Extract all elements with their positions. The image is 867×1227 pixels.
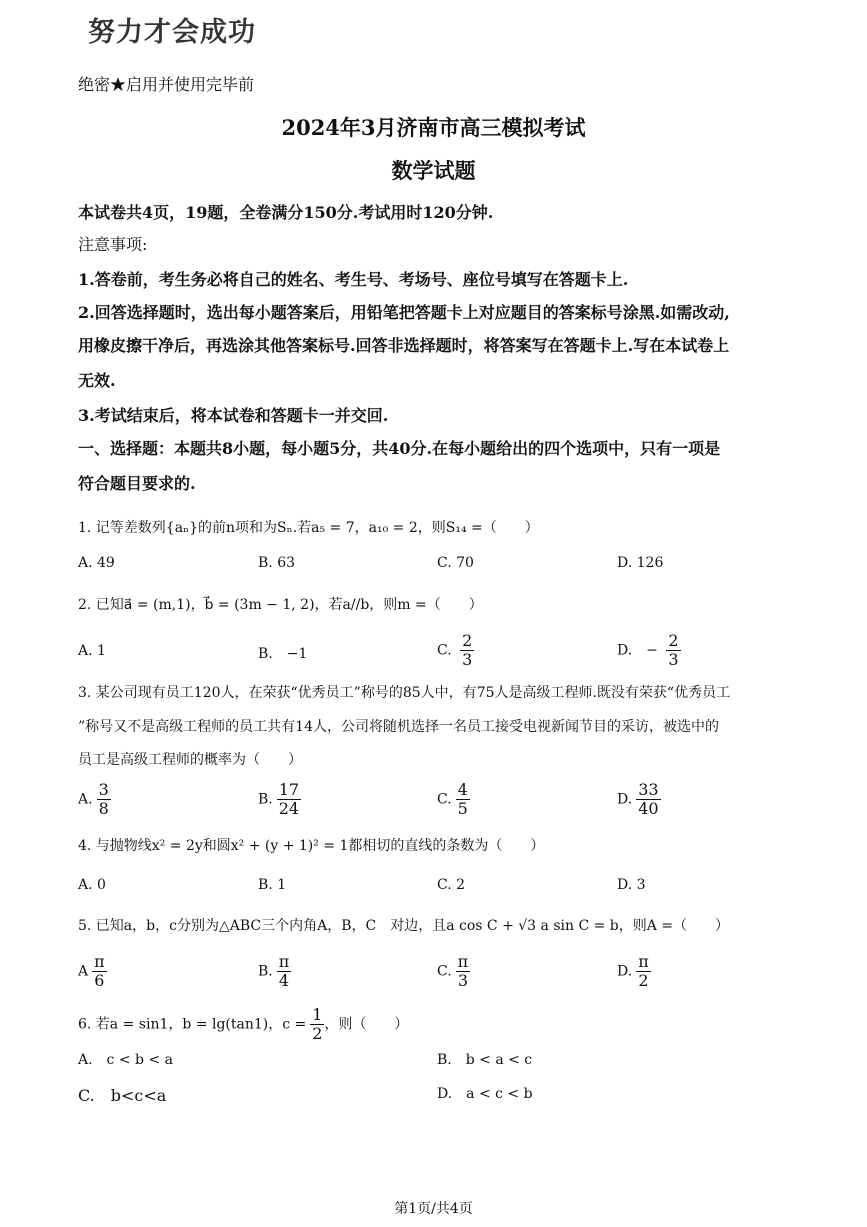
q2-option-b: B. −1 <box>258 646 308 662</box>
q3-option-d <box>617 781 661 818</box>
q5-option-a <box>78 953 107 990</box>
note-2-text-c: 无效. <box>78 371 116 390</box>
q3-b-label: B. <box>258 791 273 808</box>
q1-option-d: D. 126 <box>617 555 664 571</box>
section-heading-b: 符合题目要求的. <box>78 474 196 493</box>
q6-c-numerator: 1 <box>312 1005 323 1024</box>
q3-d-label: D. <box>617 791 633 808</box>
q3-c-label: C. <box>437 791 452 808</box>
q2-option-a: A. 1 <box>78 643 106 659</box>
q2-option-c-label: C. <box>437 642 452 659</box>
motto-header: 努力才会成功 <box>88 17 256 48</box>
q3-a-numerator: 3 <box>98 780 109 799</box>
q5-c-numerator: π <box>457 952 469 971</box>
q5-option-d <box>617 953 651 990</box>
q5-d-numerator: π <box>638 952 649 971</box>
q1-option-b: B. 63 <box>258 555 296 571</box>
q3-option-c <box>437 781 470 818</box>
secret-notice: 绝密★启用并使用完毕前 <box>78 75 255 94</box>
page-number: 第1页/共4页 <box>394 1201 473 1217</box>
q2-d-numerator: 2 <box>668 631 679 650</box>
q6-c-fraction <box>310 1006 324 1043</box>
q6-text-b: ，则（ ） <box>324 1016 409 1033</box>
note-1-number: 1. <box>78 270 95 289</box>
q6-text-a: 6. 若a = sin1，b = lg(tan1)，c = <box>78 1016 307 1033</box>
q5-b-denominator: 4 <box>278 971 290 990</box>
exam-title: 2024年3月济南市高三模拟考试 <box>281 115 586 140</box>
q5-a-label: A <box>78 963 89 980</box>
q3-c-denominator: 5 <box>457 799 468 818</box>
q2-option-d-fraction <box>666 632 680 669</box>
q2-option-d <box>617 632 681 669</box>
q5-a-numerator: π <box>94 952 105 971</box>
note-2 <box>78 297 808 328</box>
q3-b-fraction <box>277 781 301 818</box>
question-5: 5. 已知a，b，c分别为△ABC三个内角A，B，C 对边，且a cos C + √3 a sin C = b，则A =（ ） <box>78 918 730 934</box>
q6-option-b: B. b < a < c <box>437 1052 533 1068</box>
q1-option-a: A. 49 <box>78 555 115 571</box>
q5-b-fraction <box>277 953 292 990</box>
q5-d-label: D. <box>617 963 633 980</box>
question-6 <box>78 1006 408 1043</box>
note-3-text: 考试结束后，将本试卷和答题卡一并交回. <box>94 406 389 425</box>
q4-option-c: C. 2 <box>437 877 466 893</box>
q1-option-c: C. 70 <box>437 555 474 571</box>
q2-c-numerator: 2 <box>462 631 473 650</box>
q4-option-d: D. 3 <box>617 877 646 893</box>
q3-a-label: A. <box>78 791 93 808</box>
q5-b-label: B. <box>258 963 273 980</box>
q4-option-a: A. 0 <box>78 877 106 893</box>
q5-b-numerator: π <box>278 952 290 971</box>
q5-option-c <box>437 953 470 990</box>
q3-c-fraction <box>456 781 470 818</box>
q3-d-fraction <box>636 781 660 818</box>
q3-d-numerator: 33 <box>638 780 659 799</box>
question-4: 4. 与抛物线x² = 2y和圆x² + (y + 1)² = 1都相切的直线的条数为（ ） <box>78 838 545 854</box>
q5-c-denominator: 3 <box>457 971 469 990</box>
q3-b-denominator: 24 <box>278 799 300 818</box>
note-2-text-a: 回答选择题时，选出每小题答案后，用铅笔把答题卡上对应题目的答案标号涂黑.如需改动, <box>94 303 730 322</box>
section-heading-a: 一、选择题：本题共8小题，每小题5分，共40分.在每小题给出的四个选项中，只有一项是 <box>78 439 721 458</box>
q5-a-denominator: 6 <box>94 971 105 990</box>
question-3-line-a: 3. 某公司现有员工120人，在荣获“优秀员工”称号的85人中，有75人是高级工程师.既没有荣获“优秀员工 <box>78 685 731 701</box>
q3-b-numerator: 17 <box>278 780 300 799</box>
note-3 <box>78 400 808 431</box>
q2-option-c-fraction <box>460 632 474 669</box>
q5-d-fraction <box>636 953 651 990</box>
q3-a-fraction <box>97 781 111 818</box>
q6-option-d: D. a < c < b <box>437 1086 533 1102</box>
q5-option-b <box>258 953 291 990</box>
q2-d-denominator: 3 <box>668 650 679 669</box>
question-3-line-c: 员工是高级工程师的概率为（ ） <box>78 752 302 768</box>
q6-option-a: A. c < b < a <box>78 1052 173 1068</box>
q3-option-a <box>78 781 111 818</box>
note-2-text-b: 用橡皮擦干净后，再选涂其他答案标号.回答非选择题时，将答案写在答题卡上.写在本试卷上 <box>78 336 730 355</box>
subject-title: 数学试题 <box>391 158 476 183</box>
q5-d-denominator: 2 <box>638 971 649 990</box>
note-3-number: 3. <box>78 406 95 425</box>
q6-option-c: C. b<c<a <box>78 1086 167 1105</box>
q2-option-c <box>437 632 474 669</box>
q5-a-fraction <box>92 953 107 990</box>
question-3-line-b: ”称号又不是高级工程师的员工共有14人，公司将随机选择一名员工接受电视新闻节目的采访，被选中的 <box>78 719 719 735</box>
q2-c-denominator: 3 <box>462 650 473 669</box>
q3-c-numerator: 4 <box>457 780 468 799</box>
notes-heading: 注意事项: <box>78 235 148 254</box>
note-2-number: 2. <box>78 303 95 322</box>
q4-option-b: B. 1 <box>258 877 287 893</box>
q3-option-b <box>258 781 301 818</box>
q5-c-fraction <box>456 953 471 990</box>
q2-option-d-label: D. − <box>617 642 658 659</box>
q6-c-denominator: 2 <box>312 1024 323 1043</box>
q3-a-denominator: 8 <box>98 799 109 818</box>
question-1: 1. 记等差数列{aₙ}的前n项和为Sₙ.若a₅ = 7，a₁₀ = 2，则S₁₄ =（ ） <box>78 520 539 536</box>
q3-d-denominator: 40 <box>638 799 659 818</box>
note-1-text: 答卷前，考生务必将自己的姓名、考生号、考场号、座位号填写在答题卡上. <box>94 270 629 289</box>
exam-summary: 本试卷共4页，19题，全卷满分150分.考试用时120分钟. <box>78 203 494 222</box>
question-2: 2. 已知a⃗ = (m,1)，b⃗ = (3m − 1, 2)，若a//b，则m =（ ） <box>78 597 483 613</box>
note-1 <box>78 264 808 295</box>
q5-c-label: C. <box>437 963 452 980</box>
